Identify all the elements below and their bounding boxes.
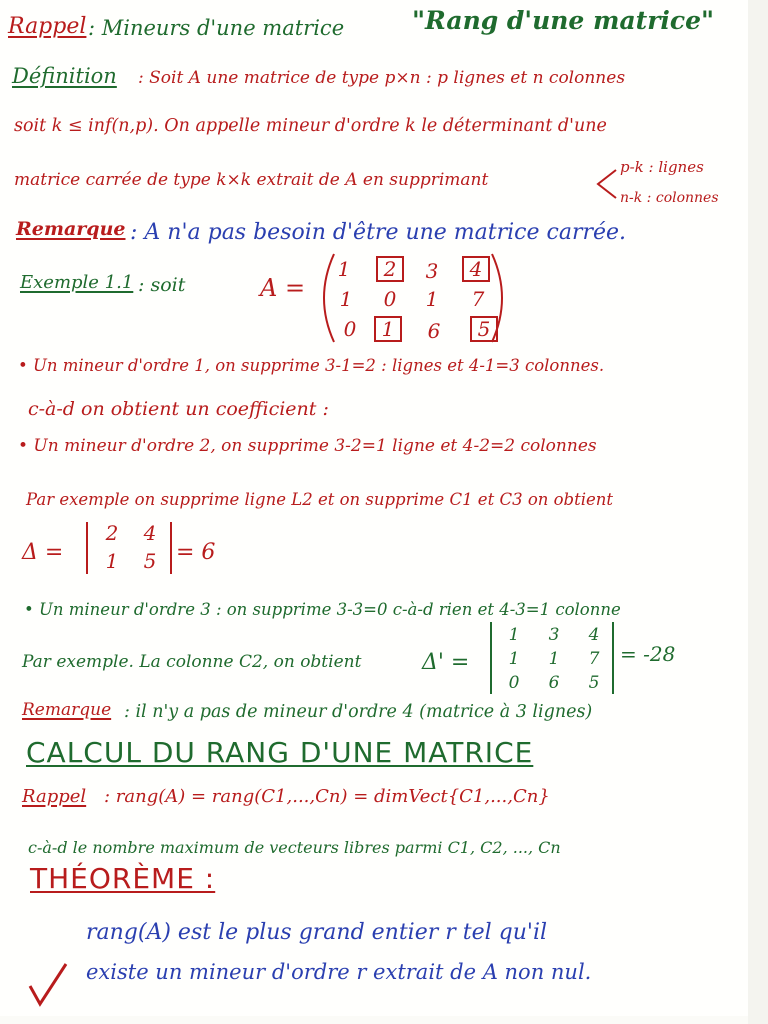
- matrix-a-cell: 1: [337, 257, 351, 281]
- matrix-a-cell-boxed: 4: [462, 256, 490, 282]
- theoreme-line-2: existe un mineur d'ordre r extrait de A non nul.: [86, 960, 592, 984]
- mineur-3-line-2: Par exemple. La colonne C2, on obtient: [22, 652, 362, 672]
- det-delta-prime-cell: 7: [588, 649, 600, 669]
- matrix-a-cell: 1: [425, 287, 439, 311]
- mineur-2-line-2: Par exemple on supprime ligne L2 et on supprime C1 et C3 on obtient: [26, 490, 614, 509]
- matrix-a-cell: 0: [343, 317, 357, 341]
- page-edge: [748, 0, 768, 1024]
- det-delta-prime-cell: 3: [548, 625, 560, 645]
- main-title: "Rang d'une matrice": [412, 6, 715, 35]
- mineur-1-line-2: c-à-d on obtient un coefficient :: [28, 398, 329, 420]
- calcul-heading: CALCUL DU RANG D'UNE MATRICE: [26, 736, 534, 769]
- definition-line-3: matrice carrée de type k×k extrait de A en supprimant: [14, 170, 489, 190]
- det-delta-prime-cell: 0: [508, 673, 520, 693]
- theoreme-heading: THÉORÈME :: [30, 862, 216, 895]
- mineur-3-line-1: • Un mineur d'ordre 3 : on supprime 3-3=0 c-à-d rien et 4-3=1 colonne: [24, 600, 621, 619]
- checkmark-icon: [26, 960, 76, 1012]
- rappel-2-line-2: c-à-d le nombre maximum de vecteurs libres parmi C1, C2, ..., Cn: [28, 838, 561, 857]
- matrix-a-cell: 3: [425, 259, 439, 283]
- rappel-label-text: Rappel: [8, 14, 87, 39]
- det-delta-prime-left-bar: [490, 622, 492, 694]
- matrix-a-cell-boxed: 5: [470, 316, 498, 342]
- exemple-label: Exemple 1.1: [20, 272, 134, 293]
- matrix-a-lhs: A =: [260, 274, 306, 302]
- det-delta-lhs: Δ =: [22, 540, 64, 565]
- det-delta-cell: 1: [105, 549, 119, 573]
- det-delta-prime-cell: 1: [548, 649, 560, 669]
- rappel-2-label: Rappel: [22, 786, 87, 807]
- matrix-a-cell-boxed: 1: [374, 316, 402, 342]
- mineur-1-line-1: • Un mineur d'ordre 1, on supprime 3-1=2 : lignes et 4-1=3 colonnes.: [18, 356, 605, 375]
- remarque-1-text: : A n'a pas besoin d'être une matrice carrée.: [130, 220, 627, 245]
- det-delta-prime-cell: 5: [588, 673, 600, 693]
- definition-label: Définition: [12, 64, 117, 88]
- det-delta: [94, 520, 174, 576]
- det-delta-prime-cell: 1: [508, 649, 520, 669]
- det-delta-result: = 6: [176, 540, 216, 565]
- mineur-2-line-1: • Un mineur d'ordre 2, on supprime 3-2=1 ligne et 4-2=2 colonnes: [18, 436, 597, 456]
- rappel-subject: : Mineurs d'une matrice: [88, 16, 345, 40]
- matrix-a-cell-boxed: 2: [376, 256, 404, 282]
- det-delta-prime-lhs: Δ' =: [422, 650, 470, 675]
- matrix-a: [330, 256, 490, 346]
- det-delta-prime: [496, 622, 614, 698]
- matrix-a-cell: 0: [383, 287, 397, 311]
- matrix-a-cell: 7: [471, 287, 485, 311]
- det-delta-cell: 4: [143, 521, 157, 545]
- matrix-a-cell: 6: [427, 319, 441, 343]
- det-delta-cell: 2: [105, 521, 119, 545]
- det-delta-left-bar: [86, 522, 88, 574]
- remarque-2-text: : il n'y a pas de mineur d'ordre 4 (matrice à 3 lignes): [124, 702, 593, 722]
- det-delta-prime-cell: 6: [548, 673, 560, 693]
- rappel-2-line-1: : rang(A) = rang(C1,...,Cn) = dimVect{C1,...,Cn}: [104, 786, 550, 807]
- exemple-soit: : soit: [138, 274, 186, 296]
- definition-line-2: soit k ≤ inf(n,p). On appelle mineur d'ordre k le déterminant d'une: [14, 116, 607, 136]
- det-delta-prime-cell: 4: [588, 625, 600, 645]
- definition-line-1: : Soit A une matrice de type p×n : p lignes et n colonnes: [138, 68, 626, 88]
- det-delta-cell: 5: [143, 549, 157, 573]
- matrix-a-cell: 1: [339, 287, 353, 311]
- remarque-1-label: Remarque: [16, 218, 126, 240]
- brace-bottom-text: n-k : colonnes: [620, 190, 719, 206]
- remarque-2-label: Remarque: [22, 700, 112, 720]
- brace-top-text: p-k : lignes: [620, 158, 704, 176]
- det-delta-prime-cell: 1: [508, 625, 520, 645]
- det-delta-prime-result: = -28: [620, 642, 676, 666]
- rappel-label: [8, 14, 86, 39]
- theoreme-line-1: rang(A) est le plus grand entier r tel qu'il: [86, 920, 548, 945]
